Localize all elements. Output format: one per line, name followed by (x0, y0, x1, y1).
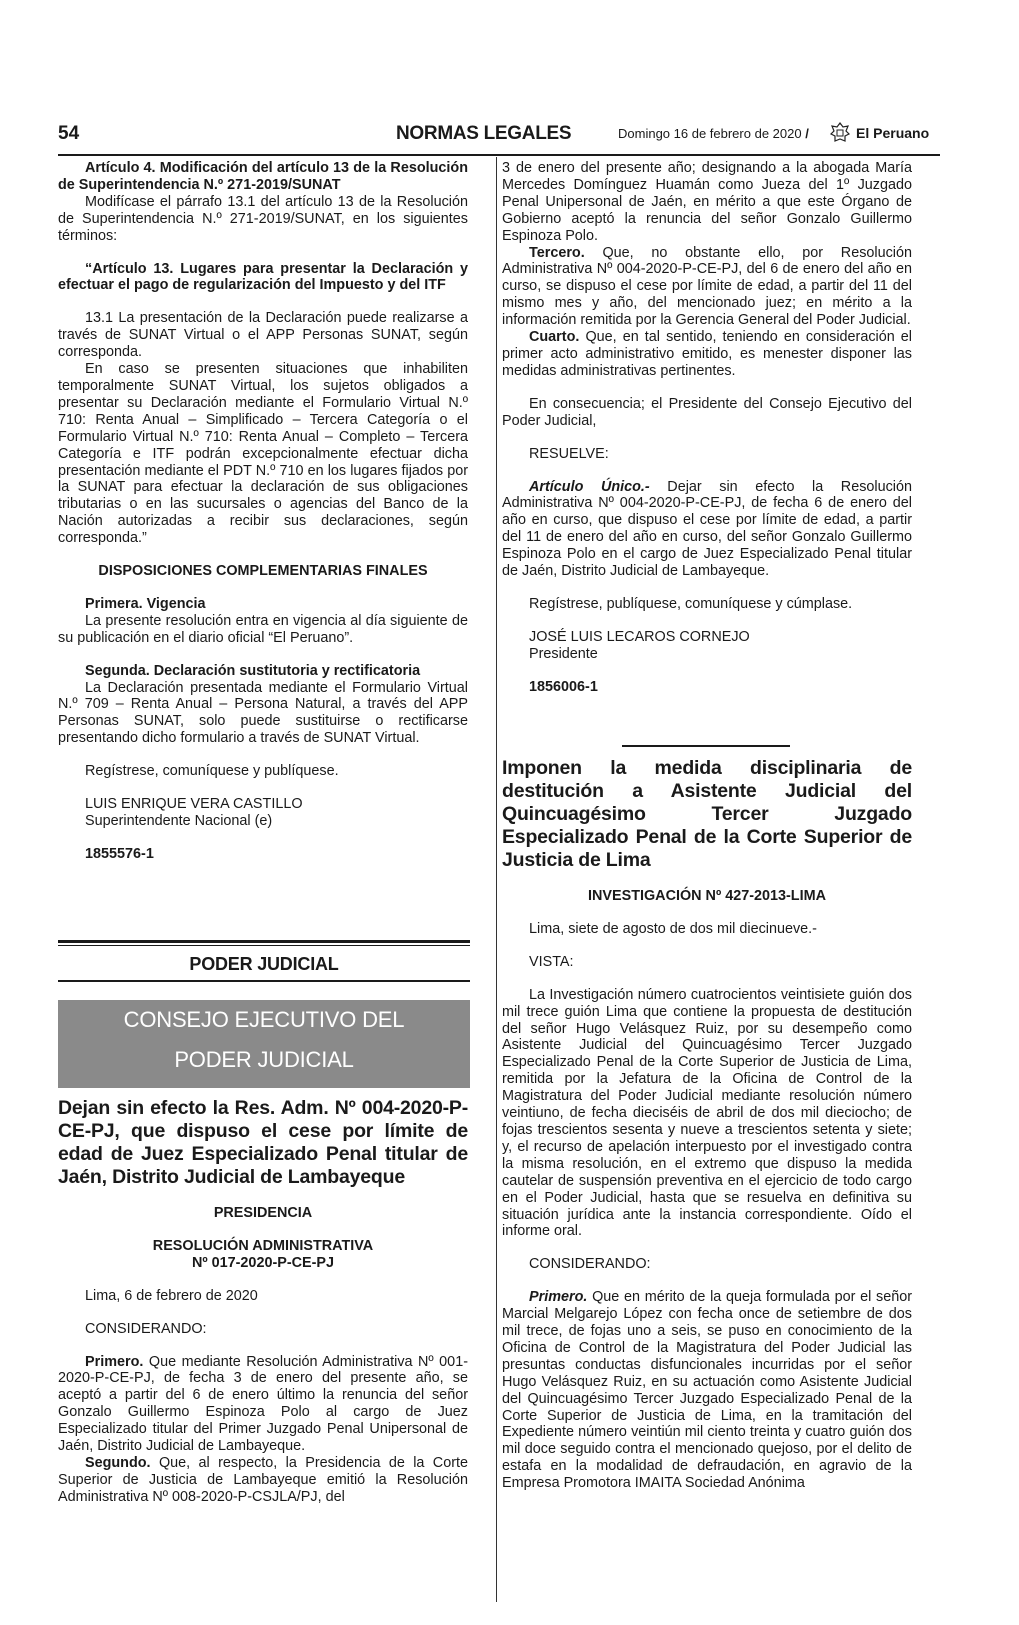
signer-name: JOSÉ LUIS LECAROS CORNEJO (529, 628, 750, 645)
primero-label: Primero. (529, 1289, 588, 1306)
column-divider (496, 157, 497, 1602)
primera-title: Primera. Vigencia (85, 595, 206, 612)
article-13-title: “Artículo 13. Lugares para presentar la Declaración y efectuar el pago de regularización del Impuesto y del ITF (58, 260, 468, 294)
segundo-text: Que, al respecto, la Presidencia de la Corte Superior de Justicia de Lambayeque emitió la Resolución Administrativa Nº 008-2020-P-CSJLA/PJ, del (58, 1454, 468, 1505)
primero-paragraph (502, 1289, 912, 1492)
article-4-body: Modifícase el párrafo 13.1 del artículo 13 de la Resolución de Superintendencia N.º 271-2019/SUNAT, en los siguientes términos: (58, 193, 468, 244)
spacer (502, 430, 912, 446)
resolution-number: Nº 017-2020-P-CE-PJ (191, 1254, 335, 1271)
spacer (502, 380, 912, 396)
primera-body: La presente resolución entra en vigencia al día siguiente de su publicación en el diario oficial “El Peruano”. (58, 612, 468, 646)
place-date: Lima, 6 de febrero de 2020 (85, 1287, 258, 1304)
spacer (58, 580, 468, 596)
spacer (58, 1338, 468, 1354)
considerando-label: CONSIDERANDO: (85, 1320, 207, 1337)
presidencia-label: PRESIDENCIA (213, 1205, 313, 1221)
spacer (58, 1272, 468, 1288)
spacer (58, 1305, 468, 1321)
continued-paragraph: 3 de enero del presente año; designando a la abogada María Mercedes Domínguez Huamán como Jueza del 1º Juzgado Penal Unipersonal de Jaén, en mérito a que este Órgano de Gobierno aceptó la renuncia del señor Gonzalo Guillermo Espinoza Polo. (502, 160, 912, 244)
vista-paragraph: La Investigación número cuatrocientos veintisiete guión dos mil trece guión Lima que contiene la propuesta de destitución del señor Hugo Velásquez Ruiz, por su desempeño como Asistente Judicial del Quincuagésimo Tercer Juzgado Especializado Penal de la Corte Superior de Justicia de Lima, remitida por la Jefatura de la Oficina de Control de la Magistratura del Poder Judicial mediante resolución número veintiuno, de fecha dieciséis de abril de dos mil dieciocho; de fojas trescientos sesenta y nueve a trescientos setenta y siete; y, el recurso de apelación interpuesto por el investigado contra la misma resolución, en el extremo que dispuso la medida cautelar de suspensión preventiva en el ejercicio de todo cargo en el Poder Judicial, hasta que se resuelva en definitiva su situación jurídica ante la instancia correspondiente. Oído el informe oral. (502, 986, 912, 1240)
segunda-body: La Declaración presentada mediante el Formulario Virtual N.º 709 – Renta Anual – Persona Natural, a través del APP Personas SUNAT, solo puede sustituirse o rectificarse presentando dicho formulario a través de SUNAT Virtual. (58, 679, 468, 747)
page-number: 54 (58, 123, 80, 144)
header-rule (58, 154, 940, 156)
article-4-title: Artículo 4. Modificación del artículo 13 de la Resolución de Superintendencia N.º 271-2019/SUNAT (58, 160, 468, 193)
consecuencia-paragraph: En consecuencia; el Presidente del Consejo Ejecutivo del Poder Judicial, (502, 395, 912, 429)
brand-name: El Peruano (856, 125, 930, 141)
articulo-unico-label: Artículo Único.- (529, 478, 650, 495)
investigation-title: INVESTIGACIÓN Nº 427-2013-LIMA (588, 888, 826, 904)
articulo-unico-paragraph (502, 479, 912, 580)
segunda-title: Segunda. Declaración sustitutoria y rectificatoria (85, 662, 421, 679)
spacer (58, 780, 468, 796)
spacer (502, 1273, 912, 1289)
place-date: Lima, siete de agosto de dos mil diecinueve.- (529, 920, 817, 937)
right-column-upper (502, 160, 912, 696)
reference-code: 1856006-1 (529, 678, 598, 695)
spacer (58, 1222, 468, 1238)
tercero-paragraph (502, 245, 912, 330)
tercero-label: Tercero. (529, 244, 585, 261)
article-headline: Dejan sin efecto la Res. Adm. Nº 004-2020-P-CE-PJ, que dispuso el cese por límite de edad de Juez Especializado Penal titular de Jaén, Distrito Judicial de Lambayeque (58, 1097, 468, 1188)
primero-text: Que mediante Resolución Administrativa Nº 001-2020-P-CE-PJ, de fecha 3 de enero del presente año, se aceptó a partir del 6 de enero último la renuncia del señor Gonzalo Guillermo Espinoza Polo al cargo de Juez Especializado titular del Primer Juzgado Penal Unipersonal de Jaén, Distrito Judicial de Lambayeque. (58, 1353, 468, 1455)
spacer (502, 463, 912, 479)
cuarto-paragraph (502, 329, 912, 380)
spacer (502, 938, 912, 954)
left-column-upper (58, 160, 468, 863)
spacer (58, 647, 468, 663)
publication-title: NORMAS LEGALES (396, 123, 572, 144)
spacer (502, 663, 912, 679)
issue-date-text: Domingo 16 de febrero de 2020 (618, 126, 802, 141)
spacer (502, 905, 912, 921)
spacer (502, 580, 912, 596)
tercero-text: Que, no obstante ello, por Resolución Administrativa Nº 004-2020-P-CE-PJ, del 6 de enero del año en curso, se dispuso el cese por límite de edad, a partir del 11 del mismo mes y año, del mencionado juez; en mérito a la información remitida por la Gerencia General del Poder Judicial. (502, 244, 912, 329)
reference-code: 1855576-1 (85, 845, 154, 862)
page-header (58, 121, 940, 151)
spacer (58, 547, 468, 563)
resuelve-label: RESUELVE: (529, 445, 609, 462)
spacer (58, 830, 468, 846)
banner-line-1: CONSEJO EJECUTIVO DEL (123, 1007, 405, 1032)
institution-banner (58, 1000, 470, 1088)
cuarto-text: Que, en tal sentido, teniendo en consideración el primer acto administrativo emitido, es menester disponer las medidas administrativas pertinentes. (502, 329, 912, 379)
dispositions-title: DISPOSICIONES COMPLEMENTARIAS FINALES (98, 563, 428, 580)
closing-formula: Regístrese, publíquese, comuníquese y cúmplase. (529, 595, 853, 612)
spacer (58, 1189, 468, 1205)
primero-label: Primero. (85, 1353, 144, 1370)
cuarto-label: Cuarto. (529, 329, 580, 346)
spacer (58, 245, 468, 261)
segundo-paragraph (58, 1455, 468, 1506)
coat-of-arms-icon (828, 121, 852, 145)
vista-label: VISTA: (529, 953, 574, 970)
closing-formula: Regístrese, comuníquese y publíquese. (85, 763, 339, 780)
articulo-unico-text: Dejar sin efecto la Resolución Administrativa Nº 004-2020-P-CE-PJ, de fecha 6 de enero del año en curso, que dispuso el cese por límite de edad, a partir del 11 de enero del año en curso, del señor Gonzalo Guillermo Espinoza Polo en el cargo de Juez Especializado Penal titular de Jaén, Distrito Judicial de Lambayeque. (502, 478, 912, 580)
signer-role: Presidente (529, 645, 598, 662)
right-column-lower (502, 757, 912, 1492)
spacer (502, 613, 912, 629)
article-headline: Imponen la medida disciplinaria de destitución a Asistente Judicial del Quincuagésimo Tercer Juzgado Especializado Penal de la Corte Superior de Justicia de Lima (502, 757, 912, 871)
section-title: PODER JUDICIAL (189, 954, 339, 974)
spacer (502, 971, 912, 987)
signer-name: LUIS ENRIQUE VERA CASTILLO (85, 796, 303, 813)
spacer (58, 294, 468, 310)
segundo-label: Segundo. (85, 1454, 151, 1471)
section-rule-bottom (58, 980, 470, 982)
signer-role: Superintendente Nacional (e) (85, 813, 273, 829)
primero-paragraph (58, 1354, 468, 1455)
paragraph-en-caso: En caso se presenten situaciones que inhabiliten temporalmente SUNAT Virtual, los sujetos obligados a presentar su Declaración mediante el Formulario Virtual N.º 710: Renta Anual – Simplificado – Tercera Categoría o el Formulario Virtual N.º 710: Renta Anual – Completo – Tercera Categoría e ITF podrán excepcionalmente efectuar dicha presentación mediante el PDT N.º 710 en los lugares fijados por la SUNAT para efectuar la declaración de sus obligaciones tributarias o en las sucursales o agencias del Banco de la Nación autorizadas a recibir sus declaraciones, según corresponda.” (58, 361, 468, 547)
spacer (502, 872, 912, 888)
section-rule-top (58, 940, 470, 943)
article-separator (622, 745, 790, 747)
header-separator: / (805, 126, 809, 141)
left-column-lower (58, 1097, 468, 1506)
resolution-title: RESOLUCIÓN ADMINISTRATIVA (152, 1237, 374, 1254)
section-rule-top-thin (58, 945, 470, 946)
banner-line-2: PODER JUDICIAL (174, 1047, 354, 1072)
issue-date (618, 126, 809, 141)
considerando-label: CONSIDERANDO: (529, 1256, 651, 1273)
spacer (58, 747, 468, 763)
paragraph-13-1: 13.1 La presentación de la Declaración puede realizarse a través de SUNAT Virtual o el APP Personas SUNAT, según corresponda. (58, 310, 468, 361)
spacer (502, 1240, 912, 1256)
primero-text: Que en mérito de la queja formulada por el señor Marcial Melgarejo López con fecha once de setiembre de dos mil trece, de fojas uno a seis, se puso en conocimiento de la Oficina de Control de la Magistratura del Poder Judicial las presuntas conductas disfuncionales incurridas por el señor Hugo Velásquez Ruiz, en su actuación como Asistente Judicial del Quincuagésimo Tercer Juzgado Especializado Penal de la Corte Superior de Justicia de Lima, en la tramitación del Expediente número veintiún mil ciento treinta y cuatro guión dos mil doce seguido contra el mencionado quejoso, por el delito de estafa en la modalidad de defraudación, en agravio de la Empresa Promotora IMAITA Sociedad Anónima (502, 1289, 912, 1492)
